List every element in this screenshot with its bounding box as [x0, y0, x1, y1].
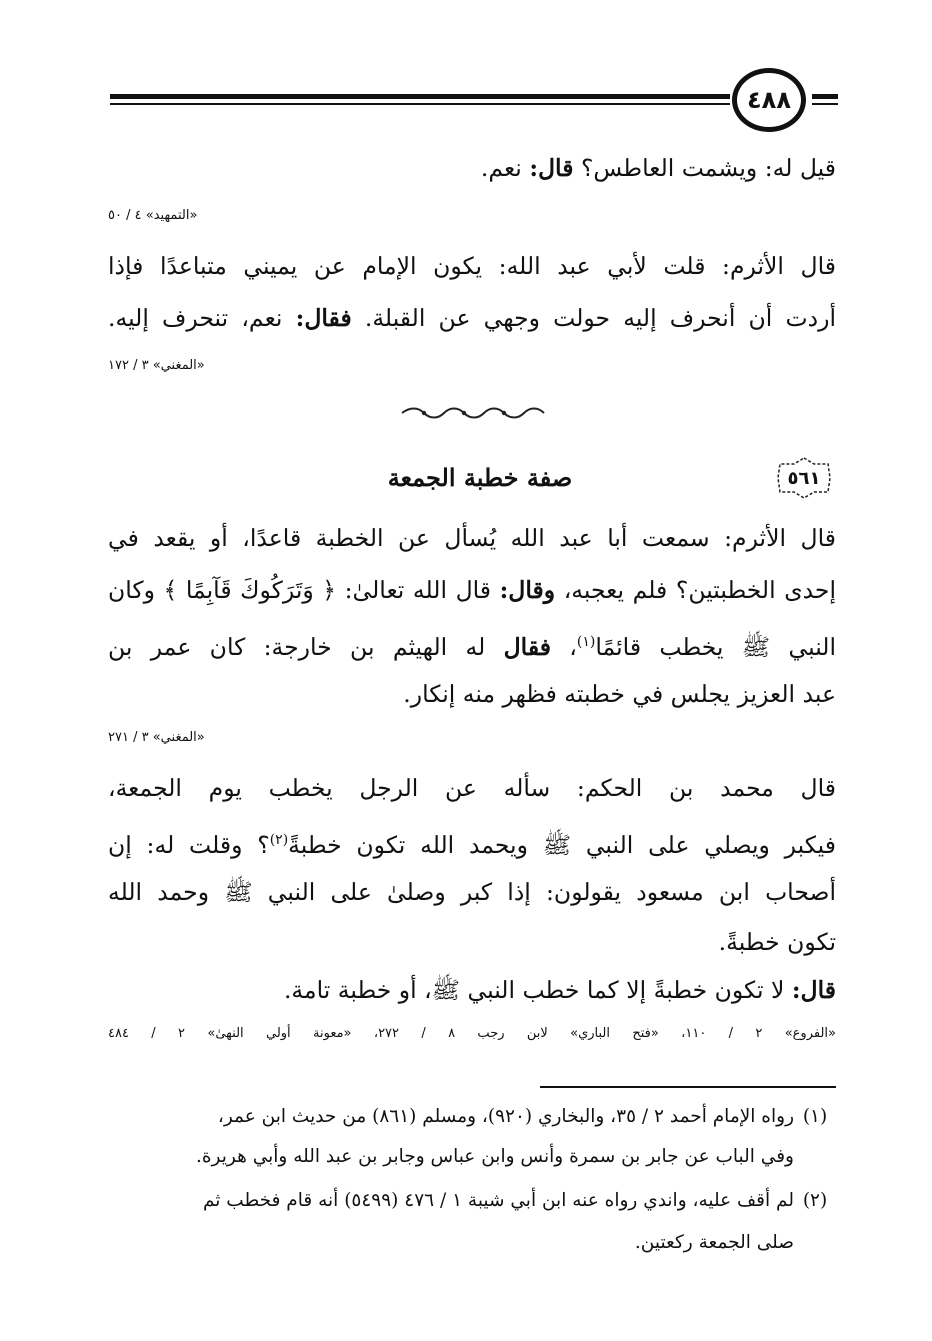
bold-label: وقال:	[499, 576, 556, 604]
text-run: قال الله تعالىٰ: ﴿ وَتَرَكُوكَ قَآبِمًا ﴾ وكان	[108, 576, 500, 604]
text-run: قيل له: ويشمت العاطس؟	[573, 154, 836, 182]
text-line	[108, 148, 836, 188]
text-line	[108, 298, 836, 338]
footnote-ref[interactable]: (٢)	[269, 832, 289, 848]
text-line	[108, 622, 836, 667]
section-number: ٥٦١	[787, 467, 821, 489]
source-citation: «المغني» ٣ / ٢٧١	[108, 730, 205, 745]
text-run: له الهيثم بن خارجة: كان عمر بن	[108, 632, 504, 661]
text-line	[108, 570, 836, 610]
text-run: ،	[550, 632, 577, 661]
bold-label: قال:	[791, 976, 836, 1004]
text-run: فيكبر ويصلي على النبي ﷺ ويحمد الله تكون خطبةً	[288, 830, 836, 859]
text-run: النبي ﷺ يخطب قائمًا	[595, 632, 836, 661]
header-rule-thin	[110, 103, 730, 105]
text-line: قال الأثرم: سمعت أبا عبد الله يُسأل عن الخطبة قاعدًا، أو يقعد في	[108, 524, 836, 552]
header-rule-right	[812, 94, 838, 99]
text-run: إحدى الخطبتين؟ فلم يعجبه،	[555, 576, 836, 604]
footnote-ref[interactable]: (١)	[576, 634, 596, 650]
footnote-line: صلى الجمعة ركعتين.	[634, 1232, 794, 1253]
ornament-divider	[398, 405, 548, 421]
page-number: ٤٨٨	[732, 68, 806, 132]
text-run: نعم، تنحرف إليه.	[108, 304, 296, 332]
footnote-text: رواه الإمام أحمد ٢ / ٣٥، والبخاري (٩٢٠)، ومسلم (٨٦١) من حديث ابن عمر،	[217, 1106, 794, 1127]
text-line: أصحاب ابن مسعود يقولون: إذا كبر وصلىٰ على النبي ﷺ وحمد الله	[108, 878, 836, 906]
text-run: لا تكون خطبةً إلا كما خطب النبي ﷺ، أو خطبة تامة.	[283, 976, 792, 1004]
text-run: نعم.	[480, 154, 530, 182]
bold-label: قال:	[529, 154, 574, 182]
text-run: أردت أن أنحرف إليه حولت وجهي عن القبلة.	[351, 304, 836, 332]
footnote-text: لم أقف عليه، واندي رواه عنه ابن أبي شيبة ١ / ٤٧٦ (٥٤٩٩) أنه قام فخطب ثم	[202, 1190, 794, 1211]
footnote-line	[108, 1100, 836, 1134]
source-citation: «المغني» ٣ / ١٧٢	[108, 358, 205, 373]
text-line	[108, 820, 836, 865]
text-line: عبد العزيز يجلس في خطبته فظهر منه إنكار.	[403, 680, 836, 708]
footnote-separator	[540, 1086, 836, 1088]
text-line: قال محمد بن الحكم: سأله عن الرجل يخطب يوم الجمعة،	[108, 774, 836, 802]
text-line	[108, 970, 836, 1010]
header-rule-right-thin	[812, 103, 838, 105]
text-line: تكون خطبةً.	[718, 928, 836, 956]
source-citation: «التمهيد» ٤ / ٥٠	[108, 208, 198, 223]
section-title: صفة خطبة الجمعة	[387, 463, 573, 492]
header-rule	[110, 94, 730, 99]
footnote-number: (١)	[802, 1106, 828, 1127]
bold-label: فقال	[503, 632, 551, 661]
footnote-number: (٢)	[802, 1190, 828, 1211]
source-citation: «الفروع» ٢ / ١١٠، «فتح الباري» لابن رجب ٨ / ٢٧٢، «معونة أولي النهىٰ» ٢ / ٤٨٤	[108, 1026, 836, 1041]
bold-label: فقال:	[295, 304, 352, 332]
text-line: قال الأثرم: قلت لأبي عبد الله: يكون الإمام عن يميني متباعدًا فإذا	[108, 252, 836, 280]
footnote-line: وفي الباب عن جابر بن سمرة وأنس وابن عباس وجابر بن عبد الله وأبي هريرة.	[195, 1146, 794, 1167]
text-run: ؟ وقلت له: إن	[108, 830, 270, 859]
footnote-line	[108, 1184, 836, 1218]
